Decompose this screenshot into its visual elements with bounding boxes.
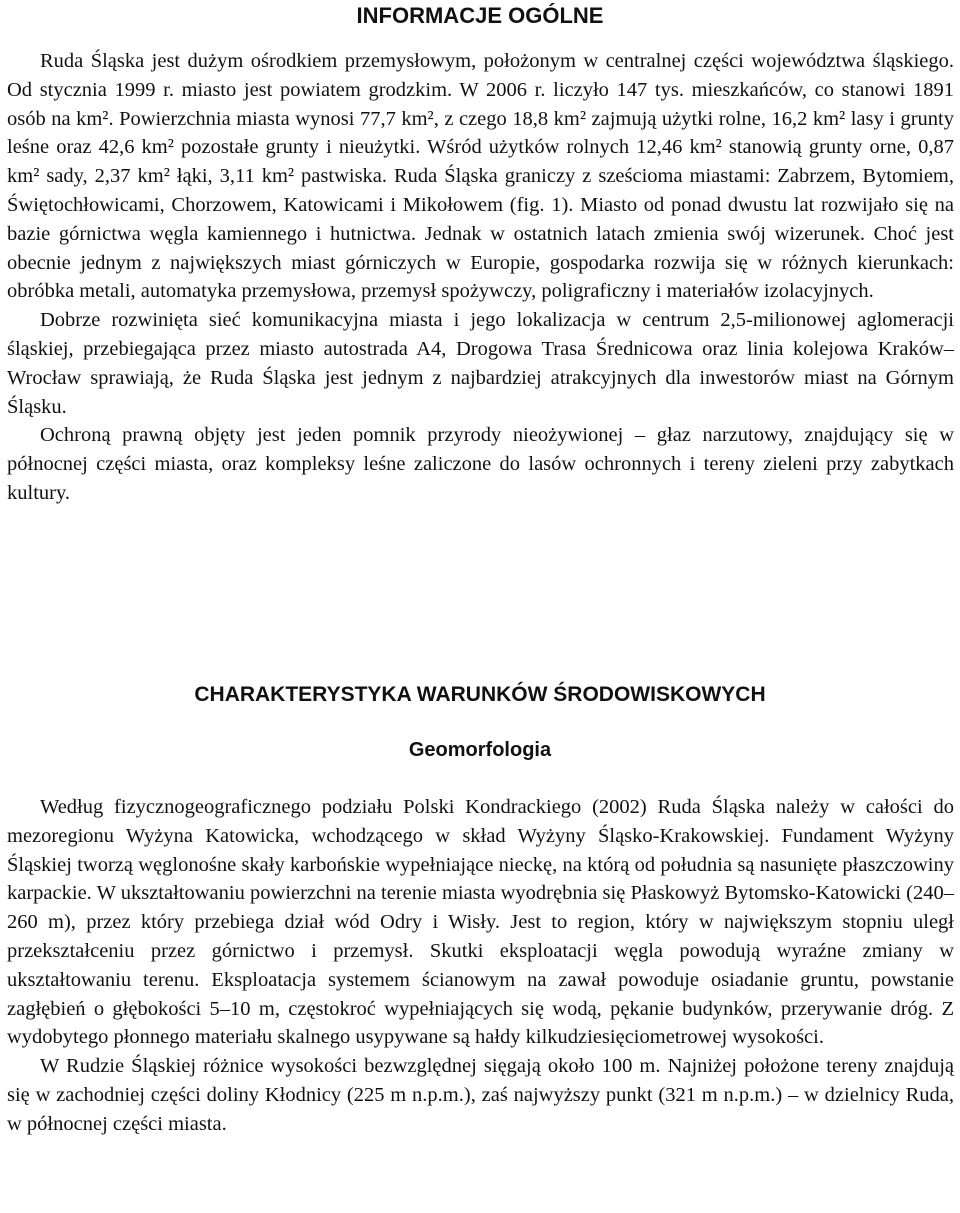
- paragraph-elevation: W Rudzie Śląskiej różnice wysokości bezwzględnej sięgają około 100 m. Najniżej położone tereny znajdują się w zachodniej części doliny Kłodnicy (225 m n.p.m.), zaś najwyższy punkt (321 m n.p.m.) – w dzielnicy Ruda, w północnej części miasta.: [7, 1055, 954, 1135]
- section-title-general-information: INFORMACJE OGÓLNE: [356, 3, 604, 28]
- section-title-environmental-conditions: CHARAKTERYSTYKA WARUNKÓW ŚRODOWISKOWYCH: [194, 683, 766, 706]
- geomorphology-body: [7, 793, 954, 1139]
- paragraph-physical-geography: Według fizycznogeograficznego podziału Polski Kondrackiego (2002) Ruda Śląska należy w całości do mezoregionu Wyżyna Katowicka, wchodzącego w skład Wyżyny Śląsko-Krakowskiej. Fundament Wyżyny Śląskiej tworzą węglonośne skały karbońskie wypełniające nieckę, na którą od południa są nasunięte płaszczowiny karpackie. W ukształtowaniu powierzchni na terenie miasta wyodrębnia się Płaskowyż Bytomsko-Katowicki (240–260 m), przez który przebiega dział wód Odry i Wisły. Jest to region, który w największym stopniu uległ przekształceniu przez górnictwo i przemysł. Skutki eksploatacji węgla powodują wyraźne zmiany w ukształtowaniu terenu. Eksploatacja systemem ścianowym na zawał powoduje osiadanie gruntu, powstanie zagłębień o głębokości 5–10 m, częstokroć wypełniających się wodą, pękanie budynków, przerywanie dróg. Z wydobytego płonnego materiału skalnego usypywane są hałdy kilkudziesięciometrowej wysokości.: [7, 796, 954, 1049]
- paragraph-nature-protection: Ochroną prawną objęty jest jeden pomnik przyrody nieożywionej – głaz narzutowy, znajdujący się w północnej części miasta, oraz kompleksy leśne zaliczone do lasów ochronnych i tereny zieleni przy zabytkach kultury.: [7, 424, 954, 504]
- paragraph-transport: Dobrze rozwinięta sieć komunikacyjna miasta i jego lokalizacja w centrum 2,5-milionowej aglomeracji śląskiej, przebiegająca przez miasto autostrada A4, Drogowa Trasa Średnicowa oraz linia kolejowa Kraków–Wrocław sprawiają, że Ruda Śląska jest jednym z najbardziej atrakcyjnych dla inwestorów miast na Górnym Śląsku.: [7, 309, 954, 418]
- paragraph-city-overview: Ruda Śląska jest dużym ośrodkiem przemysłowym, położonym w centralnej części województwa śląskiego. Od stycznia 1999 r. miasto jest powiatem grodzkim. W 2006 r. liczyło 147 tys. mieszkańców, co stanowi 1891 osób na km². Powierzchnia miasta wynosi 77,7 km², z czego 18,8 km² zajmują użytki rolne, 16,2 km² lasy i grunty leśne oraz 42,6 km² pozostałe grunty i nieużytki. Wśród użytków rolnych 12,46 km² stanowią grunty orne, 0,87 km² sady, 2,37 km² łąki, 3,11 km² pastwiska. Ruda Śląska graniczy z sześcioma miastami: Zabrzem, Bytomiem, Świętochłowicami, Chorzowem, Katowicami i Mikołowem (fig. 1). Miasto od ponad dwustu lat rozwijało się na bazie górnictwa węgla kamiennego i hutnictwa. Jednak w ostatnich latach zmienia swój wizerunek. Choć jest obecnie jednym z największych miast górniczych w Europie, gospodarka rozwija się w różnych kierunkach: obróbka metali, automatyka przemysłowa, przemysł spożywczy, poligraficzny i materiałów izolacyjnych.: [7, 50, 954, 303]
- subsection-title-geomorphology: Geomorfologia: [408, 739, 552, 761]
- general-information-body: [7, 47, 954, 508]
